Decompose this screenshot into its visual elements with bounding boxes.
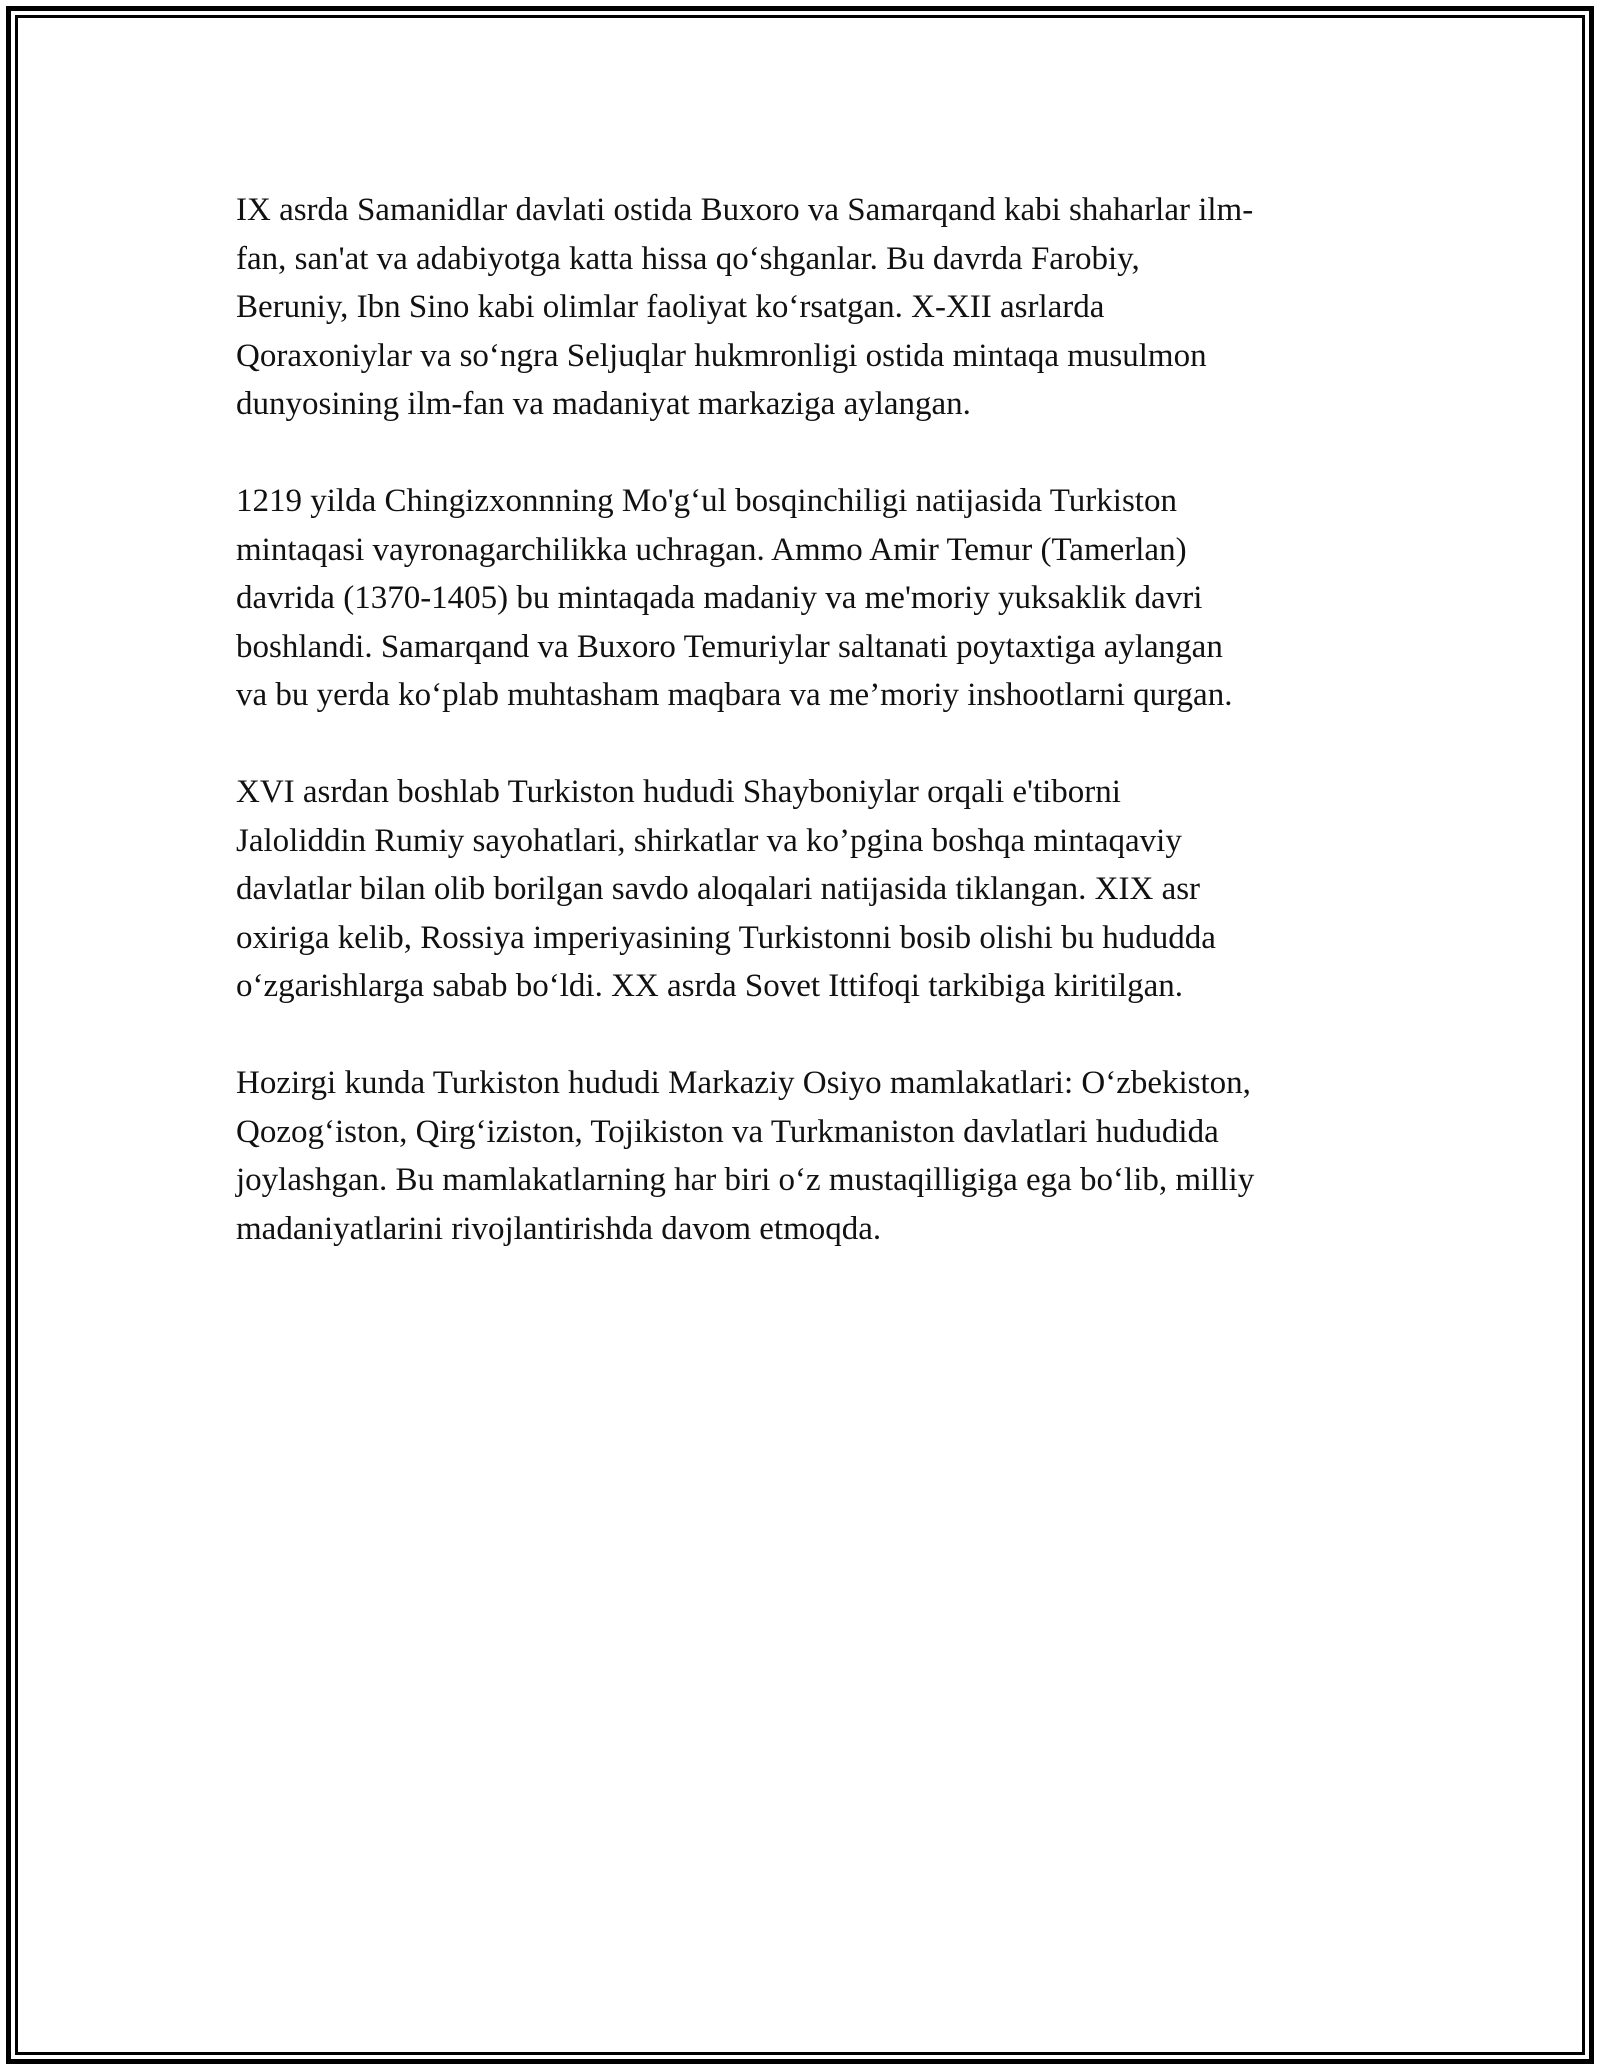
- paragraph-mongol-timurid: 1219 yilda Chingizxonnning Mo'g‘ul bosqinchiligi natijasida Turkiston mintaqasi vayronagarchilikka uchragan. Ammo Amir Temur (Tamerlan) davrida (1370-1405) bu mintaqada madaniy va me'moriy yuksaklik davri boshlandi. Samarqand va Buxoro Temuriylar saltanati poytaxtiga aylangan va bu yerda ko‘plab muhtasham maqbara va me’moriy inshootlarni qurgan.: [236, 483, 1233, 713]
- paragraph-shaybanids-russia: XVI asrdan boshlab Turkiston hududi Shayboniylar orqali e'tiborni Jaloliddin Rumiy sayohatlari, shirkatlar va ko’pgina boshqa mintaqaviy davlatlar bilan olib borilgan savdo aloqalari natijasida tiklangan. XIX asr oxiriga kelib, Rossiya imperiyasining Turkistonni bosib olishi bu hududda o‘zgarishlarga sabab bo‘ldi. XX asrda Sovet Ittifoqi tarkibiga kiritilgan.: [236, 774, 1216, 1004]
- paragraph-modern-day: Hozirgi kunda Turkiston hududi Markaziy Osiyo mamlakatlari: O‘zbekiston, Qozog‘iston, Qirg‘iziston, Tojikiston va Turkmaniston davlatlari hududida joylashgan. Bu mamlakatlarning har biri o‘z mustaqilligiga ega bo‘lib, milliy madaniyatlarini rivojlantirishda davom etmoqda.: [236, 1065, 1255, 1247]
- paragraph-samanids: IX asrda Samanidlar davlati ostida Buxoro va Samarqand kabi shaharlar ilm- fan, san'at va adabiyotga katta hissa qo‘shganlar. Bu davrda Farobiy, Beruniy, Ibn Sino kabi olimlar faoliyat ko‘rsatgan. X-XII asrlarda Qoraxoniylar va so‘ngra Seljuqlar hukmronligi ostida mintaqa musulmon dunyosining ilm-fan va madaniyat markaziga aylangan.: [236, 192, 1254, 422]
- document-body: [236, 186, 1386, 1302]
